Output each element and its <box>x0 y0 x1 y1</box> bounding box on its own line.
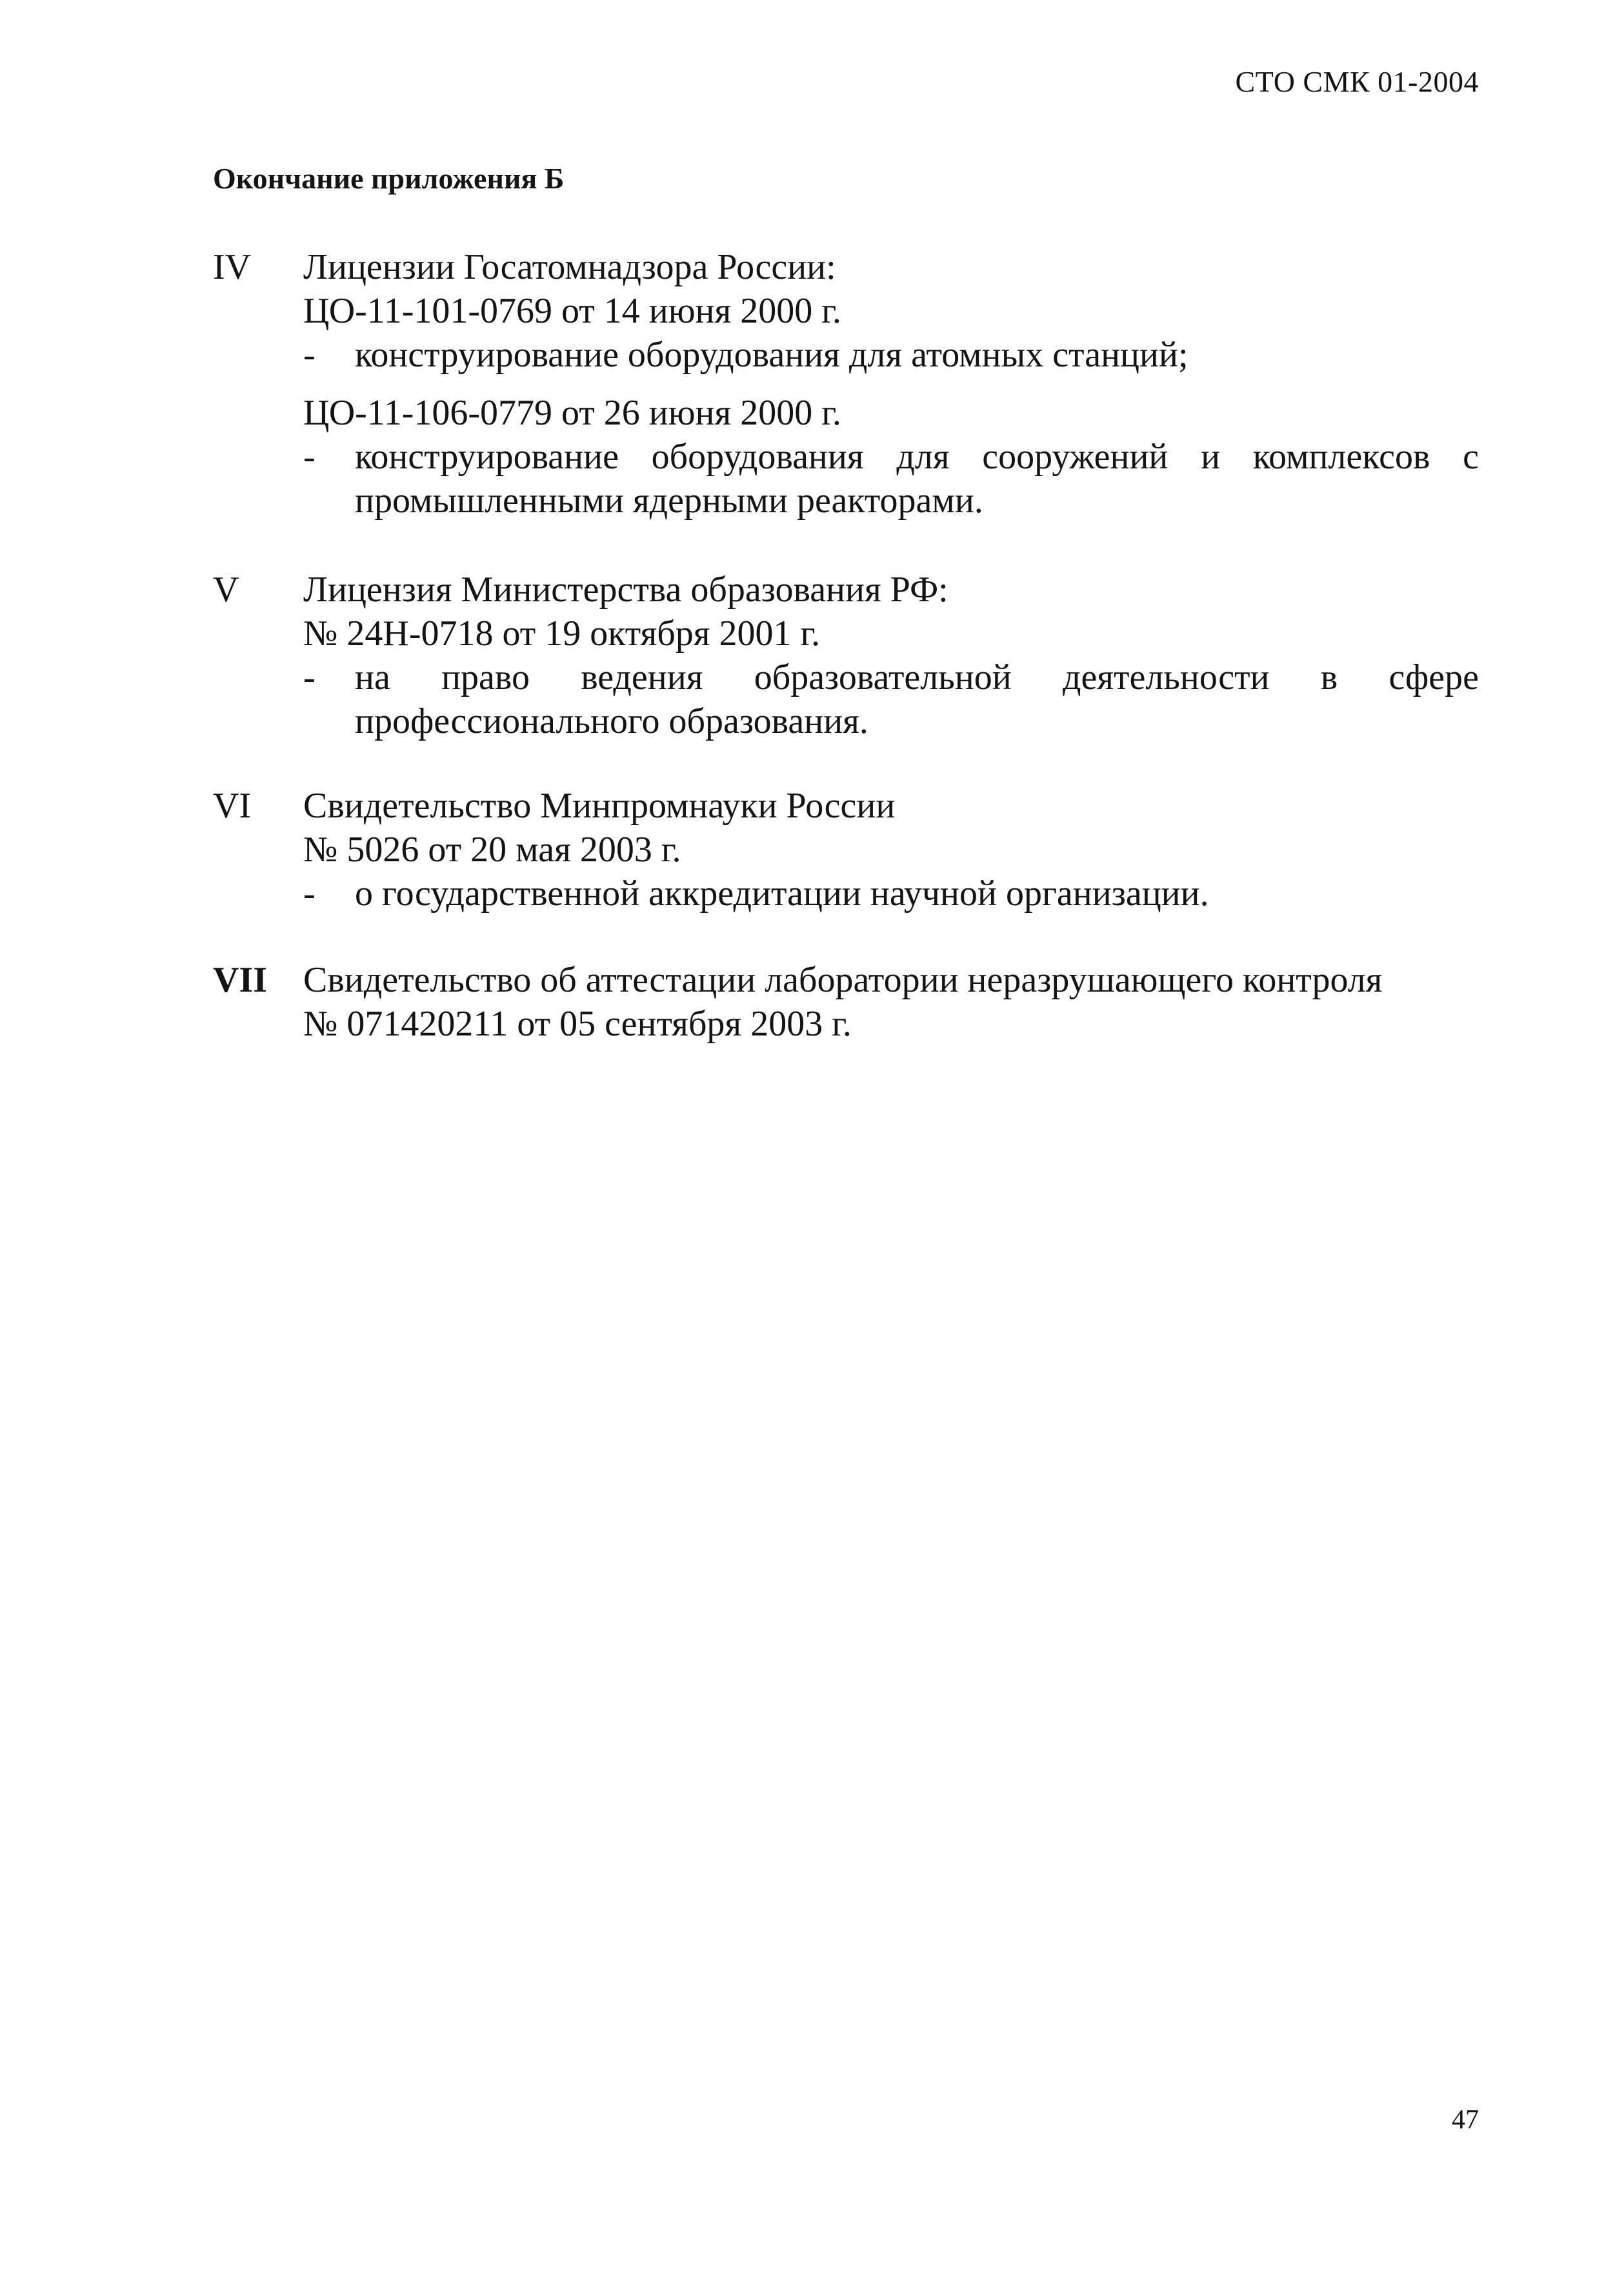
section-title: Свидетельство об аттестации лаборатории неразрушающего контроля <box>303 960 1383 1000</box>
section-title: Лицензия Министерства образования РФ: <box>303 570 948 610</box>
list-item <box>303 333 1479 377</box>
section-body <box>303 568 1479 743</box>
list-item <box>303 435 1479 523</box>
license-reference: ЦО-11-101-0769 от 14 июня 2000 г. <box>303 291 841 331</box>
list-item <box>303 872 1479 915</box>
section-body <box>303 784 1479 915</box>
section-number: V <box>213 570 239 610</box>
section-title: Лицензии Госатомнадзора России: <box>303 247 836 287</box>
list-dash: - <box>303 437 316 477</box>
list-dash: - <box>303 335 316 375</box>
list-item <box>303 655 1479 743</box>
certificate-reference: № 5026 от 20 мая 2003 г. <box>303 830 681 870</box>
license-reference: ЦО-11-106-0779 от 26 июня 2000 г. <box>303 393 841 433</box>
section-number: VI <box>213 786 252 826</box>
appendix-heading: Окончание приложения Б <box>213 162 565 195</box>
list-item-text: конструирование оборудования для атомных станций; <box>355 335 1188 375</box>
list-item-text: о государственной аккредитации научной организации. <box>355 874 1209 914</box>
license-reference: № 24Н-0718 от 19 октября 2001 г. <box>303 614 821 654</box>
list-item-text: на право ведения образовательной деятельности в сфере профессионального образования. <box>355 657 1479 741</box>
section-number: VII <box>213 960 268 1000</box>
list-dash: - <box>303 657 316 697</box>
certificate-reference: № 071420211 от 05 сентября 2003 г. <box>303 1004 852 1044</box>
list-dash: - <box>303 874 316 914</box>
section-number: IV <box>213 247 252 287</box>
document-code: СТО СМК 01-2004 <box>1235 65 1479 98</box>
section-title: Свидетельство Минпромнауки России <box>303 786 896 826</box>
section-body <box>303 245 1479 523</box>
section-body <box>303 958 1479 1046</box>
page-number: 47 <box>1452 2105 1479 2135</box>
list-item-text: конструирование оборудования для сооружений и комплексов с промышленными ядерными реакторами. <box>355 437 1479 521</box>
